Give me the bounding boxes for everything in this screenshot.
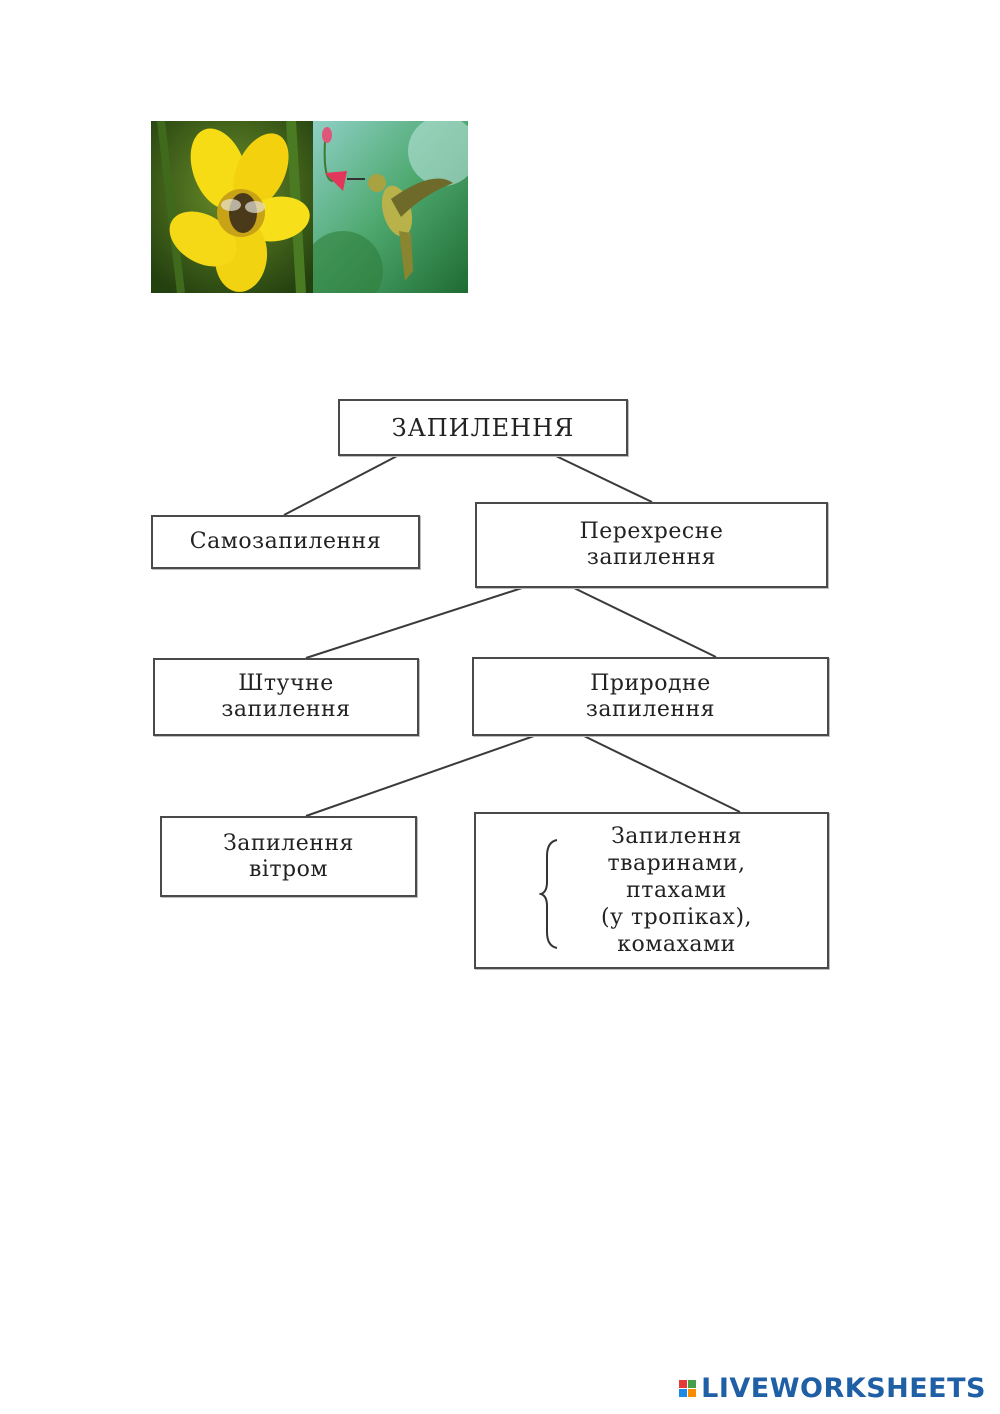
artificial-pollination-label: Штучне запилення (221, 671, 351, 722)
logo-text: LIVEWORKSHEETS (701, 1373, 986, 1404)
cross-pollination-node (475, 502, 828, 588)
animal-pollination-node (474, 812, 829, 969)
root-label: ЗАПИЛЕННЯ (391, 413, 575, 442)
self-pollination-node (151, 515, 420, 569)
self-pollination-label: Самозапилення (189, 529, 382, 554)
wind-pollination-node (160, 816, 417, 897)
root-node (338, 399, 628, 456)
natural-pollination-label: Природне запилення (585, 670, 716, 722)
artificial-pollination-node (153, 658, 419, 736)
logo-mark-icon (679, 1380, 696, 1397)
wind-pollination-label: Запилення вітром (223, 830, 354, 882)
curly-brace (539, 838, 561, 950)
cross-pollination-label: Перехресне запилення (579, 519, 724, 570)
liveworksheets-logo (679, 1373, 986, 1404)
animal-pollination-label: Запилення тваринами, птахами (у тропіках), комахами (600, 824, 753, 957)
natural-pollination-node (472, 657, 829, 736)
